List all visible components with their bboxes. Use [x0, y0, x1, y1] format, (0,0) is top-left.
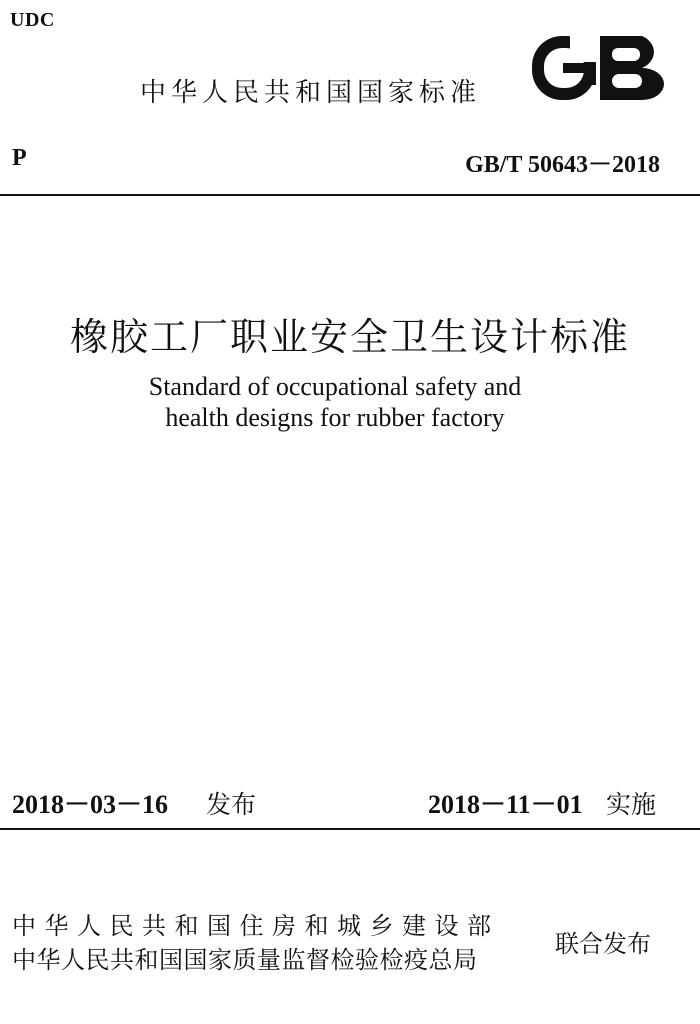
bottom-divider — [0, 828, 700, 830]
issue-label: 发布 — [206, 790, 257, 819]
issuer-quality-supervision: 中华人民共和国国家质量监督检验检疫总局 — [12, 946, 478, 974]
implementation-date: 2018－11－01 — [428, 790, 583, 819]
joint-issue-label: 联合发布 — [555, 930, 651, 958]
implementation-label: 实施 — [606, 790, 657, 819]
national-standard-label: 中华人民共和国国家标准 — [140, 78, 482, 108]
standard-number: GB/T 50643－2018 — [465, 152, 660, 178]
title-english-line2: health designs for rubber factory — [165, 403, 505, 432]
gb-logo — [530, 32, 666, 104]
issuer-ministry-housing: 中华人民共和国住房和城乡建设部 — [12, 912, 500, 940]
top-divider — [0, 194, 700, 196]
udc-code: UDC — [10, 9, 55, 31]
classification-code: P — [12, 145, 27, 171]
issue-date: 2018－03－16 — [12, 790, 169, 819]
title-english-line1: Standard of occupational safety and — [148, 372, 522, 401]
title-chinese: 橡胶工厂职业安全卫生设计标准 — [69, 315, 630, 359]
